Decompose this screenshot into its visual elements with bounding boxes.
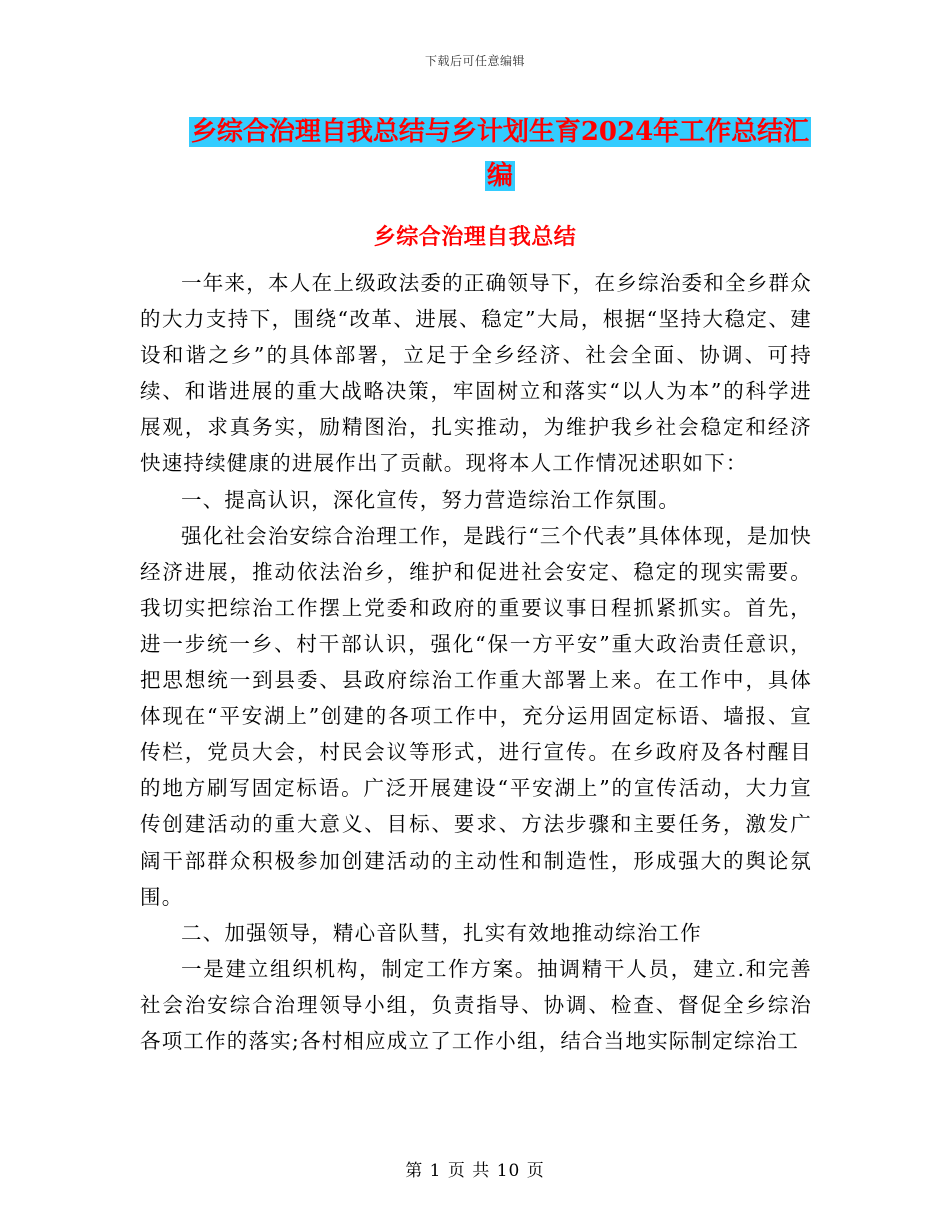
document-title [140,110,860,198]
header-note: 下载后可任意编辑 [424,54,525,68]
paragraph: 一年来，本人在上级政法委的正确领导下，在乡综治委和全乡群众的大力支持下，围绕“改革、进展、稳定”大局，根据“坚持大稳定、建设和谐之乡”的具体部署，立足于全乡经济、社会全面、协调、可持续、和谐进展的重大战略决策，牢固树立和落实“以人为本”的科学进展观，求真务实，励精图治，扎实推动，为维护我乡社会稳定和经济快速持续健康的进展作出了贡献。现将本人工作情况述职如下： [140,271,812,476]
section-title: 乡综合治理自我总结 [373,224,577,250]
body-text [140,265,812,1059]
title-line-1: 乡综合治理自我总结与乡计划生育2024年工作总结汇 [190,117,810,147]
page-number: 第 1 页 共 10 页 [405,1161,545,1181]
paragraph-heading: 一、提高认识，深化宣传，努力营造综治工作氛围。 [181,487,681,512]
title-line-2: 编 [486,161,513,191]
paragraph: 一是建立组织机构，制定工作方案。抽调精干人员，建立.和完善社会治安综合治理领导小组，负责指导、协调、检查、督促全乡综治各项工作的落实;各村相应成立了工作小组，结合当地实际制定综治工 [140,956,812,1053]
paragraph: 强化社会治安综合治理工作，是践行“三个代表”具体体现，是加快经济进展，推动依法治乡，维护和促进社会安定、稳定的现实需要。我切实把综治工作摆上党委和政府的重要议事日程抓紧抓实。首先，进一步统一乡、村干部认识，强化“保一方平安”重大政治责任意识，把思想统一到县委、县政府综治工作重大部署上来。在工作中，具体体现在“平安湖上”创建的各项工作中，充分运用固定标语、墙报、宣传栏，党员大会，村民会议等形式，进行宣传。在乡政府及各村醒目的地方刷写固定标语。广泛开展建设“平安湖上”的宣传活动，大力宣传创建活动的重大意义、目标、要求、方法步骤和主要任务，激发广阔干部群众积极参加创建活动的主动性和制造性，形成强大的舆论氛围。 [140,523,812,909]
paragraph-heading: 二、加强领导，精心音队彗，扎实有效地推动综治工作 [181,920,702,945]
